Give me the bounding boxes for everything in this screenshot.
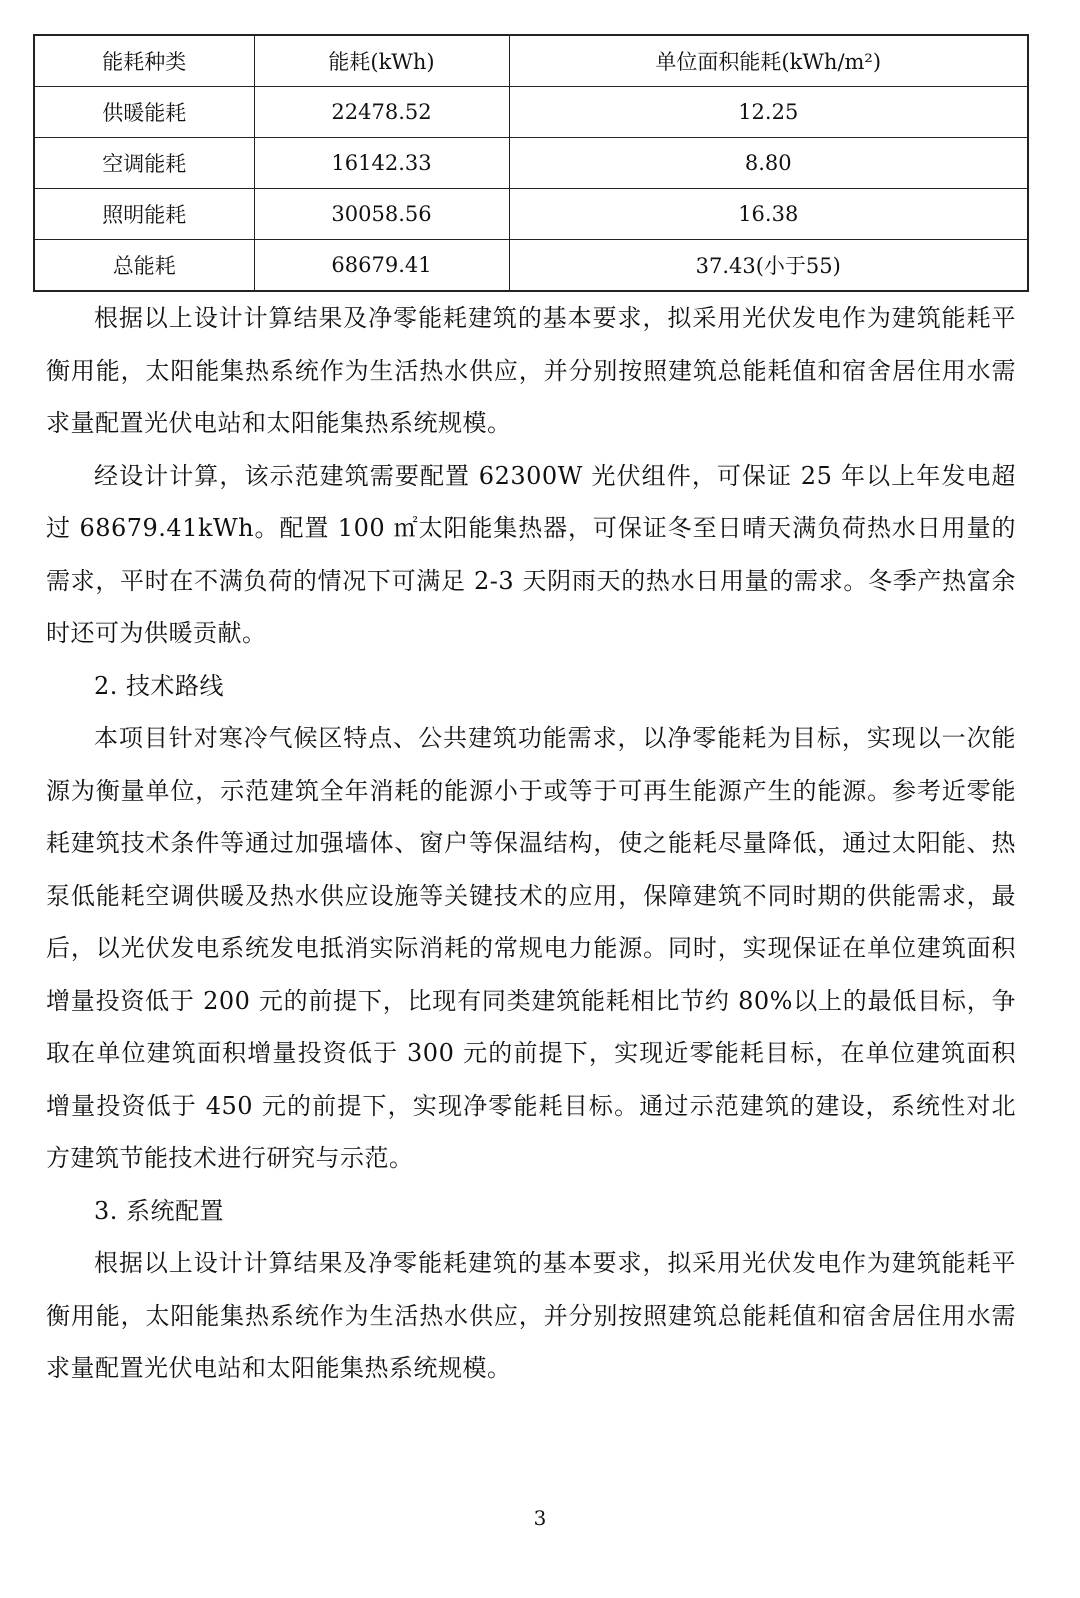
header-energy-per-area: 单位面积能耗(kWh/m²) <box>509 35 1028 87</box>
cell-per-area: 37.43(小于55) <box>509 240 1028 292</box>
section-heading-technical-route: 2. 技术路线 <box>94 671 225 700</box>
header-energy-type: 能耗种类 <box>34 35 254 87</box>
header-energy-consumption: 能耗(kWh) <box>254 35 509 87</box>
body-text <box>46 292 1016 1395</box>
energy-consumption-table <box>33 34 1029 292</box>
paragraph-pv-config-intro: 根据以上设计计算结果及净零能耗建筑的基本要求，拟采用光伏发电作为建筑能耗平衡用能，太阳能集热系统作为生活热水供应，并分别按照建筑总能耗值和宿舍居住用水需求量配置光伏电站和太阳能集热系统规模。 <box>46 304 1016 437</box>
cell-type: 照明能耗 <box>34 189 254 240</box>
page-number: 3 <box>533 1506 547 1530</box>
table-header-row <box>34 35 1028 87</box>
cell-consumption: 30058.56 <box>254 189 509 240</box>
cell-type: 空调能耗 <box>34 138 254 189</box>
paragraph-technical-route: 本项目针对寒冷气候区特点、公共建筑功能需求，以净零能耗为目标，实现以一次能源为衡量单位，示范建筑全年消耗的能源小于或等于可再生能源产生的能源。参考近零能耗建筑技术条件等通过加强墙体、窗户等保温结构，使之能耗尽量降低，通过太阳能、热泵低能耗空调供暖及热水供应设施等关键技术的应用，保障建筑不同时期的供能需求，最后，以光伏发电系统发电抵消实际消耗的常规电力能源。同时，实现保证在单位建筑面积增量投资低于 200 元的前提下，比现有同类建筑能耗相比节约 80%以上的最低目标，争取在单位建筑面积增量投资低于 300 元的前提下，实现近零能耗目标，在单位建筑面积增量投资低于 450 元的前提下，实现净零能耗目标。通过示范建筑的建设，系统性对北方建筑节能技术进行研究与示范。 <box>46 724 1016 1172</box>
cell-consumption: 22478.52 <box>254 87 509 138</box>
paragraph-system-config: 根据以上设计计算结果及净零能耗建筑的基本要求，拟采用光伏发电作为建筑能耗平衡用能，太阳能集热系统作为生活热水供应，并分别按照建筑总能耗值和宿舍居住用水需求量配置光伏电站和太阳能集热系统规模。 <box>46 1249 1016 1382</box>
cell-per-area: 12.25 <box>509 87 1028 138</box>
table-row <box>34 189 1028 240</box>
table-row <box>34 138 1028 189</box>
cell-consumption: 16142.33 <box>254 138 509 189</box>
cell-type: 总能耗 <box>34 240 254 292</box>
cell-consumption: 68679.41 <box>254 240 509 292</box>
cell-per-area: 8.80 <box>509 138 1028 189</box>
table-row <box>34 87 1028 138</box>
table-row <box>34 240 1028 292</box>
paragraph-design-calculation: 经设计计算，该示范建筑需要配置 62300W 光伏组件，可保证 25 年以上年发电超过 68679.41kWh。配置 100 ㎡太阳能集热器，可保证冬至日晴天满负荷热水日用量的需求，平时在不满负荷的情况下可满足 2-3 天阴雨天的热水日用量的需求。冬季产热富余时还可为供暖贡献。 <box>46 461 1016 647</box>
cell-type: 供暖能耗 <box>34 87 254 138</box>
cell-per-area: 16.38 <box>509 189 1028 240</box>
section-heading-system-config: 3. 系统配置 <box>94 1196 225 1225</box>
